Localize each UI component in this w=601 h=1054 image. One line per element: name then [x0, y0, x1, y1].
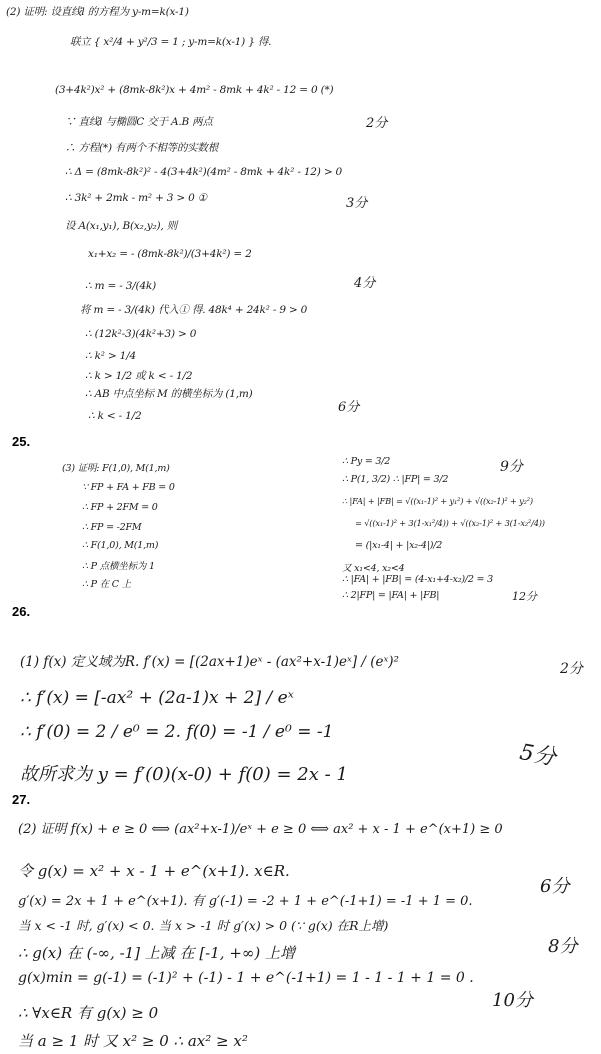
- handwritten-line: 将 m = - 3/(4k) 代入① 得. 48k⁴ + 24k² - 9 > 0: [80, 304, 308, 316]
- score-mark: 3分: [346, 196, 368, 211]
- score-mark: 6分: [338, 400, 360, 415]
- solution-image-q26-part-1: [0, 622, 601, 790]
- question-number-25: 25.: [12, 434, 31, 449]
- handwritten-line: ∵ 直线l 与椭圆C 交于 A.B 两点: [65, 116, 213, 128]
- handwritten-line: ∴ ∀x∈R 有 g(x) ≥ 0: [18, 1004, 159, 1022]
- handwritten-line: (3+4k²)x² + (8mk-8k²)x + 4m² - 8mk + 4k² - 12 = 0 (*): [55, 84, 334, 96]
- score-mark: 8分: [548, 936, 578, 957]
- score-mark: 9分: [500, 459, 523, 475]
- handwritten-line: g′(x) = 2x + 1 + e^(x+1). 有 g′(-1) = -2 + 1 + e^(-1+1) = -1 + 1 = 0.: [18, 894, 473, 909]
- handwritten-line: 故所求为 y = f′(0)(x-0) + f(0) = 2x - 1: [20, 764, 348, 785]
- handwritten-line: ∴ 3k² + 2mk - m² + 3 > 0 ①: [65, 192, 207, 204]
- handwritten-line: (1) f(x) 定义域为R. f′(x) = [(2ax+1)eˣ - (ax²+x-1)eˣ] / (eˣ)²: [20, 654, 399, 670]
- score-mark: 5分: [517, 740, 558, 771]
- handwritten-line: ∴ FP = -2FM: [82, 522, 142, 533]
- handwritten-line: ∴ FP + 2FM = 0: [82, 502, 158, 513]
- handwritten-line: 又 x₁<4, x₂<4: [342, 563, 405, 574]
- handwritten-line: ∴ 2|FP| = |FA| + |FB|: [342, 590, 440, 601]
- handwritten-line: ∴ Py = 3/2: [342, 456, 391, 467]
- solution-image-q26-part-2: [0, 810, 601, 1054]
- handwritten-line: ∴ g(x) 在 (-∞, -1] 上减 在 [-1, +∞) 上增: [18, 944, 296, 962]
- solution-image-part-2: [0, 0, 420, 432]
- handwritten-line: ∴ P(1, 3/2) ∴ |FP| = 3/2: [342, 474, 449, 485]
- handwritten-line: 设 A(x₁,y₁), B(x₂,y₂), 则: [65, 220, 177, 232]
- handwritten-line: ∴ |FA| + |FB| = √((x₁-1)² + y₁²) + √((x₂-1)² + y₂²): [342, 496, 533, 506]
- handwritten-line: 令 g(x) = x² + x - 1 + e^(x+1). x∈R.: [18, 862, 290, 880]
- handwritten-line: ∴ P 在 C 上: [82, 579, 131, 590]
- score-mark: 4分: [354, 276, 376, 291]
- question-number-27: 27.: [12, 792, 31, 807]
- score-mark: 10分: [492, 990, 533, 1011]
- score-mark: 2分: [560, 661, 583, 677]
- handwritten-line: 当 x < -1 时, g′(x) < 0. 当 x > -1 时 g′(x) > 0 (∵ g(x) 在R上增): [18, 918, 389, 933]
- handwritten-line: ∴ F(1,0), M(1,m): [82, 540, 159, 551]
- handwritten-line: x₁+x₂ = - (8mk-8k²)/(3+4k²) = 2: [88, 248, 252, 260]
- question-number-26: 26.: [12, 604, 31, 619]
- score-mark: 2分: [366, 116, 388, 131]
- solution-image-part-3: [0, 452, 548, 604]
- handwritten-line: ∴ m = - 3/(4k): [85, 280, 156, 292]
- handwritten-line: = (|x₁-4| + |x₂-4|)/2: [355, 540, 443, 551]
- handwritten-line: (2) 证明 f(x) + e ≥ 0 ⟺ (ax²+x-1)/eˣ + e ≥ 0 ⟺ ax² + x - 1 + e^(x+1) ≥ 0: [18, 822, 503, 837]
- handwritten-line: ∴ |FA| + |FB| = (4-x₁+4-x₂)/2 = 3: [342, 574, 493, 585]
- handwritten-line: (2) 证明: 设直线l 的方程为 y-m=k(x-1): [6, 6, 189, 18]
- handwritten-line: ∴ Δ = (8mk-8k²)² - 4(3+4k²)(4m² - 8mk + 4k² - 12) > 0: [65, 166, 343, 178]
- handwritten-line: ∴ (12k²-3)(4k²+3) > 0: [85, 328, 197, 340]
- handwritten-line: 当 a ≥ 1 时 又 x² ≥ 0 ∴ ax² ≥ x²: [18, 1032, 248, 1050]
- handwritten-line: ∴ k < - 1/2: [88, 410, 142, 422]
- handwritten-line: ∴ 方程(*) 有两个不相等的实数根: [65, 142, 219, 154]
- handwritten-line: ∵ FP + FA + FB = 0: [82, 482, 175, 493]
- handwritten-line: ∴ k² > 1/4: [85, 350, 136, 362]
- handwritten-line: ∴ f′(x) = [-ax² + (2a-1)x + 2] / eˣ: [20, 688, 294, 708]
- handwritten-line: ∴ AB 中点坐标 M 的横坐标为 (1,m): [85, 388, 253, 400]
- handwritten-line: ∴ P 点横坐标为 1: [82, 561, 155, 572]
- handwritten-line: g(x)min = g(-1) = (-1)² + (-1) - 1 + e^(-1+1) = 1 - 1 - 1 + 1 = 0 .: [18, 970, 474, 986]
- handwritten-line: 联立 { x²/4 + y²/3 = 1 ; y-m=k(x-1) } 得.: [70, 36, 272, 48]
- score-mark: 6分: [540, 876, 570, 897]
- handwritten-line: ∴ k > 1/2 或 k < - 1/2: [85, 370, 193, 382]
- handwritten-line: ∴ f′(0) = 2 / e⁰ = 2. f(0) = -1 / e⁰ = -1: [20, 722, 334, 742]
- score-mark: 12分: [512, 590, 537, 603]
- handwritten-line: (3) 证明: F(1,0), M(1,m): [62, 463, 170, 474]
- handwritten-line: = √((x₁-1)² + 3(1-x₁²/4)) + √((x₂-1)² + 3(1-x₂²/4)): [355, 518, 545, 528]
